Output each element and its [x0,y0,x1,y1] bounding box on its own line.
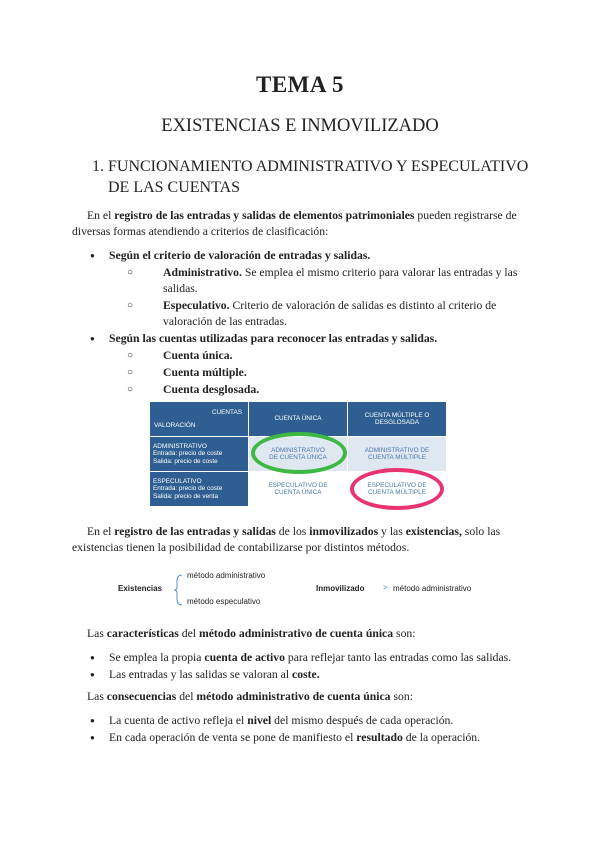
espec-text: Criterio de valoración de salidas es distinto al criterio de valoración de las entradas. [163,299,497,328]
text-run: solo las existencias tienen la posibilidad de contabilizarse por distintos métodos. [72,525,501,554]
text-run: En el [87,525,115,538]
admin-text: Se emplea el mismo criterio para valorar las entradas y las salidas. [163,266,518,295]
green-highlight-ring [251,432,347,474]
bold-run: coste. [292,668,320,681]
text-run: pueden registrarse de diversas formas atendiendo a criterios de clasificación: [72,209,517,238]
criteria-list [90,248,527,399]
row-title: ESPECULATIVO [153,477,202,485]
table-cell: ESPECULATIVO DE CUENTA MÚLTIPLE [348,472,446,506]
criterion-cuentas: Según las cuentas utilizadas para reconocer las entradas y salidas. [109,332,438,345]
brace-icon [173,573,185,607]
text-run: Las entradas y las salidas se valoran al [109,668,293,681]
text-run: Las [87,627,107,640]
table-cell: ADMINISTRATIVO DE CUENTA MÚLTIPLE [348,437,446,471]
bold-run: consecuencias [106,690,177,703]
corner-top-label: CUENTAS [211,409,242,416]
list-item [127,382,527,398]
page-subtitle: EXISTENCIAS E INMOVILIZADO [161,116,439,136]
inmovilizado-label: Inmovilizado [316,584,365,593]
consecuencias-paragraph [72,689,527,705]
text-run: de la operación. [402,731,481,744]
pink-highlight-ring [350,468,444,510]
table-cell: ADMINISTRATIVO DE CUENTA ÚNICA [249,437,347,471]
text-run: del [176,690,197,703]
column-header: CUENTA ÚNICA [249,402,347,436]
criterion-valoracion: Según el criterio de valoración de entradas y salidas. [109,249,371,262]
bold-run: características [106,627,179,640]
list-item [127,365,527,381]
text-run: Se emplea la propia [109,651,205,664]
section-number: 1. [92,158,104,175]
text-run: son: [393,627,416,640]
text-run: del mismo después de cada operación. [271,714,454,727]
registro-paragraph [72,524,527,556]
cuenta-multiple: Cuenta múltiple. [163,366,247,379]
row-line: Entrada: precio de coste [153,485,223,493]
text-run: La cuenta de activo refleja el [109,714,248,727]
list-item [127,298,527,330]
cuenta-desglosada: Cuenta desglosada. [163,383,260,396]
row-line: Entrada: precio de coste [153,450,223,458]
text-run: y las [378,525,406,538]
sublist [109,265,527,330]
corner-bottom-label: VALORACIÓN [154,422,196,429]
list-item [90,248,527,330]
metodo-especulativo: método especulativo [187,597,261,606]
list-item [90,666,535,683]
section-title: FUNCIONAMIENTO ADMINISTRATIVO Y ESPECULATIVO DE LAS CUENTAS [108,158,529,196]
page-title: TEMA 5 [256,72,344,97]
list-item [90,729,535,746]
table-corner [150,402,248,436]
text-run: En cada operación de venta se pone de manifiesto el [109,731,357,744]
list-item [127,265,527,297]
cuenta-unica: Cuenta única. [163,349,233,362]
text-run: de los [275,525,310,538]
text-run: son: [390,690,413,703]
intro-paragraph [72,208,527,240]
arrow-icon: > [383,583,388,592]
inmovilizado-metodo: método administrativo [393,584,472,593]
bold-run: resultado [356,731,403,744]
methods-diagram [118,568,488,610]
section-heading [92,156,532,198]
text-run: para reflejar tanto las entradas como las salidas. [284,651,512,664]
text-run: Las [87,690,107,703]
row-header [150,472,248,506]
list-item [90,331,527,398]
valuation-table [150,402,446,506]
existencias-label: Existencias [118,584,163,593]
row-line: Salida: precio de coste [153,457,218,465]
caracteristicas-list [90,649,535,683]
row-line: Salida: precio de venta [153,492,219,500]
bold-run: inmovilizados [309,525,379,538]
column-header: CUENTA MÚLTIPLE O DESGLOSADA [348,402,446,436]
sublist [109,348,527,398]
row-header [150,437,248,471]
bold-run: cuenta de activo [204,651,285,664]
bold-run: método administrativo de cuenta única [198,627,394,640]
bold-run: registro de las entradas y salidas [114,525,276,538]
list-item [90,712,535,729]
espec-label: Especulativo. [163,299,230,312]
list-item [127,348,527,364]
admin-label: Administrativo. [163,266,242,279]
bold-run: nivel [247,714,272,727]
text-run: En el [87,209,115,222]
text-run: del [178,627,199,640]
consecuencias-list [90,712,535,746]
table-cell: ESPECULATIVO DE CUENTA ÚNICA [249,472,347,506]
bold-run: método administrativo de cuenta única [196,690,391,703]
metodo-administrativo: método administrativo [187,571,266,580]
bold-run: registro de las entradas y salidas de elementos patrimoniales [114,209,415,222]
list-item [90,649,535,666]
row-title: ADMINISTRATIVO [153,442,207,450]
bold-run: existencias, [405,525,462,538]
caracteristicas-paragraph [72,626,527,642]
